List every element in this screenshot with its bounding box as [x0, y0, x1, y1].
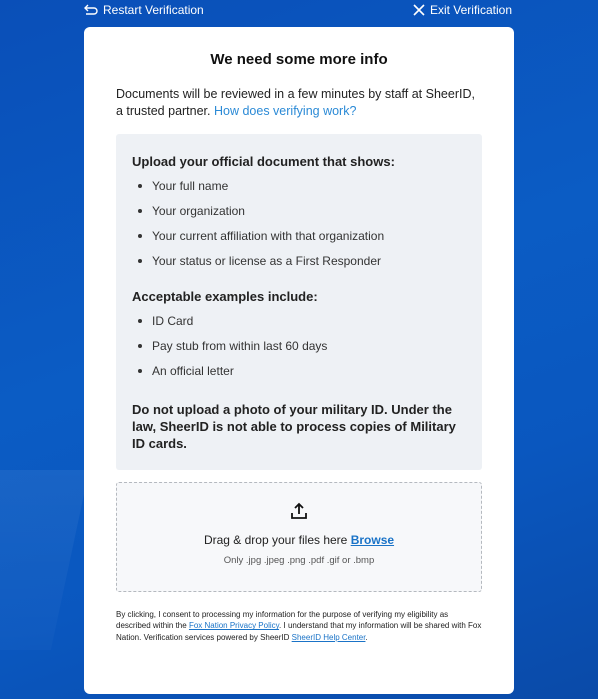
browse-button[interactable]: Browse [350, 533, 395, 547]
list-item: Your status or license as a First Responder [132, 252, 466, 277]
list-item: Your organization [132, 202, 466, 227]
file-dropzone[interactable] [116, 482, 482, 592]
close-icon [413, 4, 425, 16]
consent-part-1: By clicking, I consent to processing my information for the purpose of verifying my eligibility as described within the [116, 610, 449, 631]
military-id-warning: Do not upload a photo of your military ID. Under the law, SheerID is not able to process copies of Military ID cards. [132, 402, 456, 451]
restart-verification-button[interactable] [84, 3, 204, 17]
verification-card [84, 27, 514, 694]
help-center-link[interactable]: SheerID Help Center [291, 632, 366, 642]
list-item: An official letter [132, 362, 466, 387]
dropzone-text [117, 533, 481, 547]
list-item: ID Card [132, 312, 466, 337]
intro-text [116, 86, 482, 120]
exit-label: Exit Verification [429, 3, 512, 17]
exit-verification-button[interactable] [413, 3, 512, 17]
page-title: We need some more info [210, 51, 388, 68]
drag-drop-label: Drag & drop your files here [203, 533, 348, 547]
restart-label: Restart Verification [103, 3, 204, 17]
upload-requirements-list [132, 177, 466, 277]
upload-icon [117, 501, 481, 521]
top-bar [0, 0, 598, 24]
how-verifying-works-link[interactable]: How does verifying work? [214, 104, 357, 118]
privacy-policy-link[interactable]: Fox Nation Privacy Policy [188, 621, 280, 631]
consent-part-2: . I understand that my information will be shared with Fox Nation. Verification services powered by SheerID [116, 621, 482, 642]
consent-part-3: . [365, 632, 368, 642]
examples-list [132, 312, 466, 387]
document-requirements-box [116, 134, 482, 470]
list-item: Your full name [132, 177, 466, 202]
upload-heading: Upload your official document that shows: [132, 154, 395, 169]
restart-icon [84, 4, 98, 16]
consent-text [116, 609, 482, 643]
file-types-hint: Only .jpg .jpeg .png .pdf .gif or .bmp [223, 555, 375, 566]
intro-description: Documents will be reviewed in a few minutes by staff at SheerID, a trusted partner. [116, 87, 475, 118]
list-item: Pay stub from within last 60 days [132, 337, 466, 362]
examples-heading: Acceptable examples include: [132, 289, 318, 304]
background-decoration [0, 470, 89, 650]
list-item: Your current affiliation with that organization [132, 227, 466, 252]
